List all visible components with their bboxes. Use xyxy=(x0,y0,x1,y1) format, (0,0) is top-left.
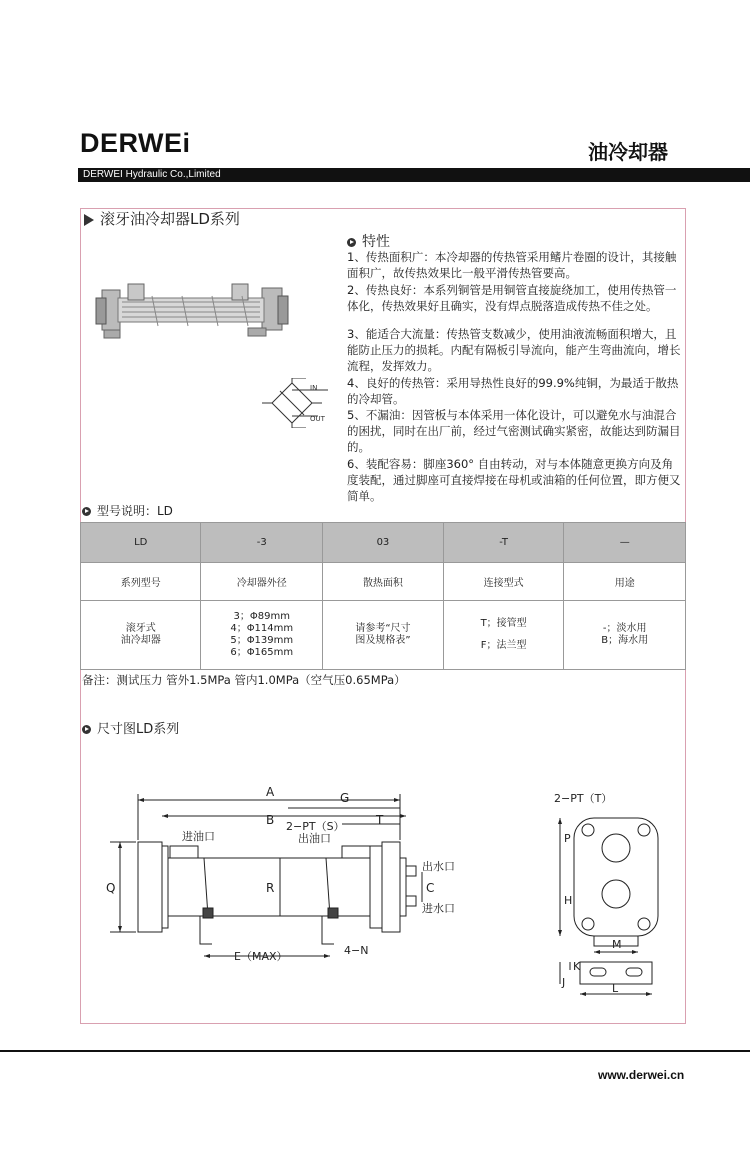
label-diameter: 冷却器外径 xyxy=(201,563,323,601)
code-usage: — xyxy=(564,523,686,563)
feature-item-2: 2、传热良好：本系列铜管是用铜管直接旋绕加工，使用传热管一体化，传热效果好且确实，没有焊点脱落造成传热不佳之处。 xyxy=(347,283,677,313)
company-logo: DERWEi xyxy=(80,128,191,158)
water-in-label: 进水口 xyxy=(422,902,455,915)
label-connection: 连接型式 xyxy=(443,563,564,601)
dim-c-label: C xyxy=(426,881,435,895)
table-row xyxy=(81,563,686,601)
diameter-4: 4；Φ114mm xyxy=(230,623,294,634)
symbol-in-label: IN xyxy=(310,384,318,392)
model-table xyxy=(80,522,686,670)
bullet-icon xyxy=(82,507,91,516)
label-usage: 用途 xyxy=(564,563,686,601)
website-url: www.derwei.cn xyxy=(598,1068,685,1082)
cell-diameters xyxy=(201,601,323,670)
dim-b-label: B xyxy=(266,813,275,827)
dim-h-label: H xyxy=(564,894,573,907)
pt-end-label: 2−PT（T） xyxy=(554,792,613,805)
company-name: DERWEI Hydraulic Co.,Limited xyxy=(83,169,221,180)
dim-g-label: G xyxy=(340,791,350,805)
area-line-2: 图及规格表” xyxy=(355,635,411,646)
oil-in-label: 进油口 xyxy=(182,830,215,843)
diameter-5: 5；Φ139mm xyxy=(230,635,294,646)
code-diameter: -3 xyxy=(201,523,323,563)
cell-series xyxy=(81,601,201,670)
features-heading xyxy=(347,231,390,251)
cell-area xyxy=(323,601,444,670)
series-line-2: 油冷却器 xyxy=(120,635,161,646)
connection-f: F；法兰型 xyxy=(480,640,527,651)
oil-out-label: 出油口 xyxy=(298,832,331,845)
dim-a-label: A xyxy=(266,785,275,799)
water-out-label: 出水口 xyxy=(422,860,455,873)
bullet-icon xyxy=(82,725,91,734)
table-row xyxy=(81,523,686,563)
bullet-icon xyxy=(347,238,356,247)
dim-t-label: T xyxy=(376,813,384,827)
dim-p-label: P xyxy=(564,832,571,845)
diameter-3: 3；Φ89mm xyxy=(233,611,290,622)
dim-e-label: E（MAX） xyxy=(234,950,288,963)
cell-usage xyxy=(564,601,686,670)
usage-fresh: -；淡水用 xyxy=(602,623,647,634)
cooler-photo xyxy=(92,270,292,350)
test-pressure-note: 备注：测试压力 管外1.5MPa 管内1.0MPa（空气压0.65MPa） xyxy=(82,673,406,687)
diameter-6: 6；Φ165mm xyxy=(230,647,294,658)
model-heading xyxy=(82,502,173,519)
dim-l-label: L xyxy=(612,982,619,995)
symbol-out-label: OUT xyxy=(310,415,325,423)
triangle-icon xyxy=(84,214,94,226)
dims-heading xyxy=(82,718,179,737)
exchanger-symbol xyxy=(262,378,352,428)
label-series: 系列型号 xyxy=(81,563,201,601)
feature-item-6: 6、装配容易：脚座360° 自由转动，对与本体随意更换方向及角度装配，通过脚座可直接焊接在母机或油箱的任何位置，即方便又简单。 xyxy=(347,457,681,503)
page-title: 油冷却器 xyxy=(588,140,668,164)
cell-connection xyxy=(443,601,564,670)
code-area: 03 xyxy=(323,523,444,563)
section-title: 滚牙油冷却器LD系列 xyxy=(100,210,240,228)
feature-item-5: 5、不漏油：因管板与本体采用一体化设计，可以避免水与油混合的困扰，同时在出厂前，经过气密测试确实紧密，故能达到防漏目的。 xyxy=(347,408,681,454)
dim-j-label: J xyxy=(562,976,566,989)
connection-t: T；接管型 xyxy=(480,618,527,629)
features-heading-text: 特性 xyxy=(362,234,390,250)
series-line-1: 滚牙式 xyxy=(125,623,156,634)
dim-q-label: Q xyxy=(106,881,116,895)
table-row xyxy=(81,601,686,670)
dim-k-label: K xyxy=(573,960,581,973)
usage-sea: B；海水用 xyxy=(601,635,649,646)
label-area: 散热面积 xyxy=(323,563,444,601)
dim-r-label: R xyxy=(266,881,275,895)
side-view-drawing xyxy=(100,780,460,980)
footer-rule xyxy=(0,1050,750,1052)
feature-item-3: 3、能适合大流量：传热管支数减少，使用油液流畅面积增大，且能防止压力的损耗。内配有隔板引导流向，能产生弯曲流向，增长流程，发挥效力。 xyxy=(347,327,681,373)
code-connection: -T xyxy=(443,523,564,563)
area-line-1: 请参考“尺寸 xyxy=(355,623,411,634)
dims-heading-text: 尺寸图LD系列 xyxy=(97,722,180,737)
end-view-drawing xyxy=(540,786,680,1000)
feature-item-4: 4、良好的传热管：采用导热性良好的99.9%纯铜，为最适于散热的冷却管。 xyxy=(347,376,679,406)
section-heading-ld xyxy=(84,208,240,229)
code-series: LD xyxy=(81,523,201,563)
pt-side-label: 2−PT（S） xyxy=(286,820,345,833)
feature-item-1: 1、传热面积广：本冷却器的传热管采用鳍片卷圈的设计，其接触面积广，故传热效果比一般平滑传热管要高。 xyxy=(347,250,677,280)
model-heading-text: 型号说明：LD xyxy=(97,504,173,518)
dim-m-label: M xyxy=(612,938,622,951)
dim-n-label: 4−N xyxy=(344,944,369,957)
